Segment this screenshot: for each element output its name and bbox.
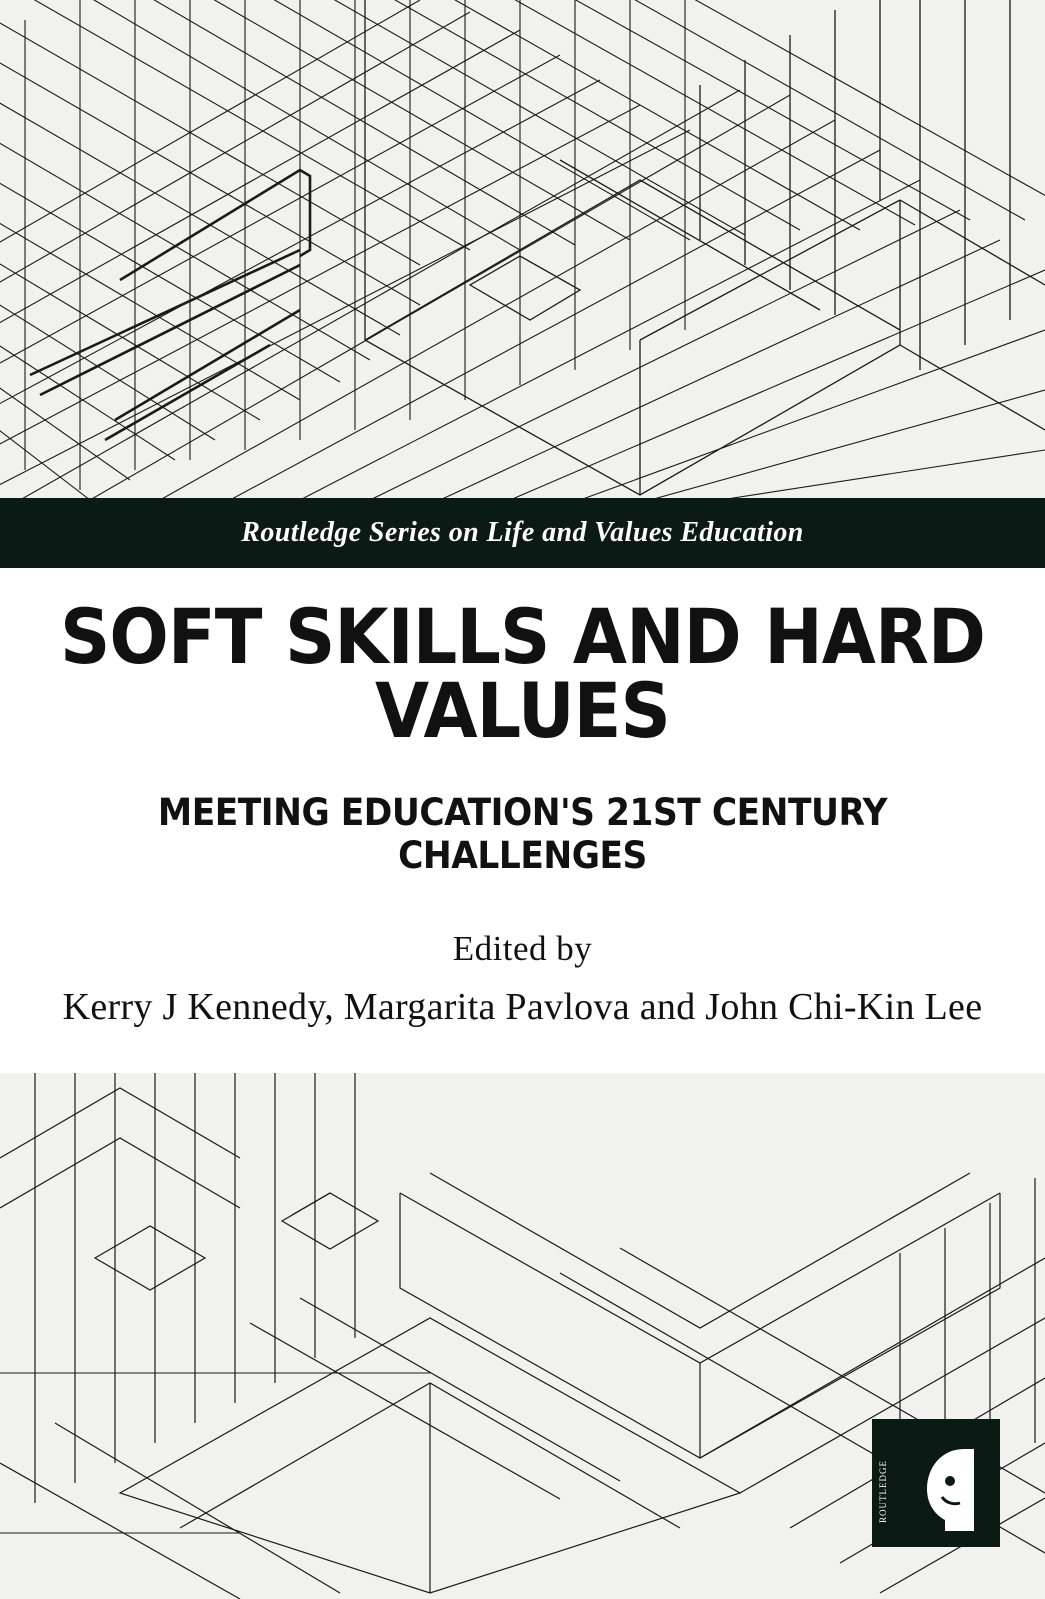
series-title: Routledge Series on Life and Values Education — [241, 517, 804, 548]
book-subtitle: MEETING EDUCATION'S 21ST CENTURY CHALLENGES — [157, 790, 888, 877]
cover-text-block — [0, 568, 1045, 1073]
edited-by-label: Edited by — [452, 928, 593, 968]
publisher-logo — [872, 1419, 1000, 1547]
cover-artwork-top — [0, 0, 1045, 500]
isometric-line-architecture-top-icon — [0, 0, 1045, 500]
svg-text:ROUTLEDGE: ROUTLEDGE — [878, 1460, 888, 1523]
editors-names: Kerry J Kennedy, Margarita Pavlova and John Chi-Kin Lee — [62, 985, 983, 1028]
series-band — [0, 498, 1045, 568]
routledge-profile-logo-icon — [872, 1419, 1000, 1547]
book-title: SOFT SKILLS AND HARD VALUES — [59, 592, 986, 756]
